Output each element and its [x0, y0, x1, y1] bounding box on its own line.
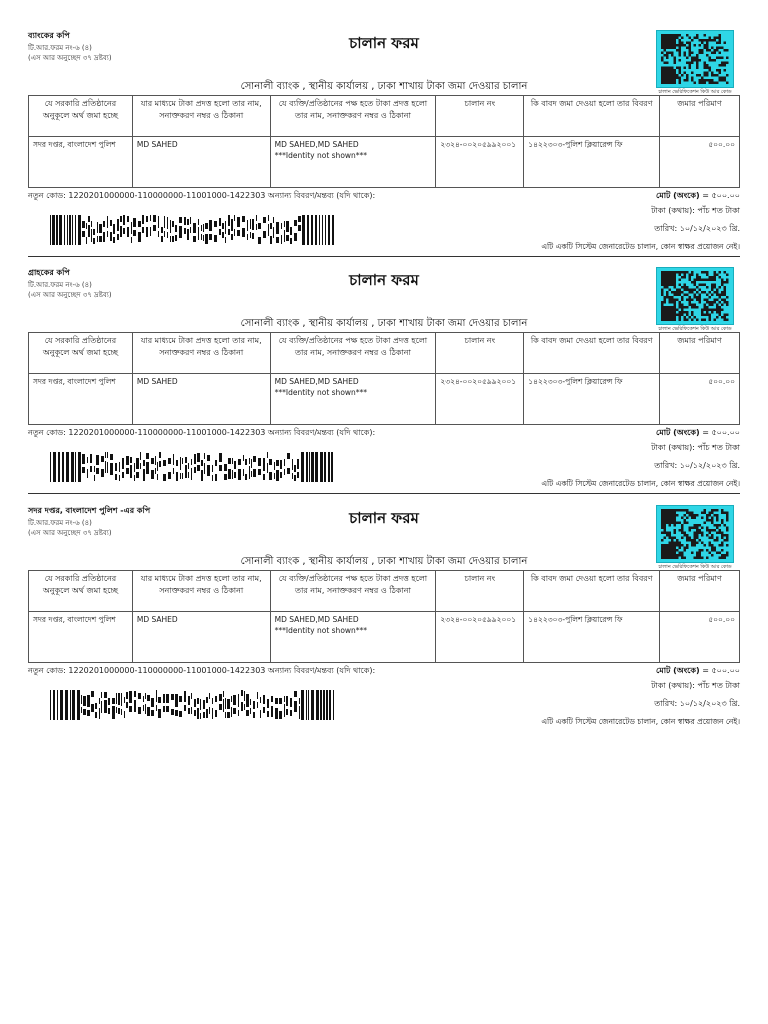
form-number: টি.আর.ফরম নং-৬ (৪) [28, 519, 92, 527]
qr-caption: চালান ভেরিফিকেশন কিউ আর কোড [658, 326, 732, 332]
barcode-icon [50, 215, 334, 249]
challan-copy-police-hq [0, 505, 768, 745]
total-in-words: টাকা (কথায়): পাঁচ শত টাকা [651, 681, 740, 690]
challan-table [28, 570, 740, 663]
copy-label: ব্যাংকের কপি [28, 31, 70, 40]
date: তারিখ: ১০/১২/২০২৩ খ্রি. [654, 461, 740, 470]
bank-line: সোনালী ব্যাংক , স্থানীয় কার্যালয় , ঢাকা শাখায় টাকা জমা দেওয়ার চালান [240, 556, 528, 567]
table-row [29, 374, 740, 425]
total-in-words: টাকা (কথায়): পাঁচ শত টাকা [651, 206, 740, 215]
cell-purpose: ১৪২২৩০৩-পুলিশ ক্লিয়ারেন্স ফি [524, 612, 660, 663]
form-number: টি.আর.ফরম নং-৬ (৪) [28, 281, 92, 289]
cell-institution: সদর দপ্তর, বাংলাদেশ পুলিশ [29, 137, 133, 188]
header-challan-no: চালান নং [436, 571, 524, 612]
header-purpose: কি বাবদ জমা দেওয়া হলো তার বিবরণ [524, 96, 660, 137]
identity-note: ***Identity not shown*** [274, 388, 368, 397]
header-payer: যার মাধ্যমে টাকা প্রদত্ত হলো তার নাম, সনাক্তকরণ নম্বর ও ঠিকানা [132, 571, 270, 612]
total-label: মোট (অংকে) [656, 428, 700, 437]
table-row [29, 137, 740, 188]
cell-purpose: ১৪২২৩০৩-পুলিশ ক্লিয়ারেন্স ফি [524, 374, 660, 425]
table-row [29, 612, 740, 663]
cell-payer: MD SAHED [132, 374, 270, 425]
header-on-behalf: যে ব্যক্তি/প্রতিষ্ঠানের পক্ষ হতে টাকা প্রদত্ত হলো তার নাম, সনাক্তকরণ নম্বর ও ঠিকানা [270, 96, 436, 137]
on-behalf-name: MD SAHED,MD SAHED [274, 377, 359, 386]
cell-payer: MD SAHED [132, 612, 270, 663]
header-purpose: কি বাবদ জমা দেওয়া হলো তার বিবরণ [524, 571, 660, 612]
divider [28, 493, 740, 494]
header-institution: যে সরকারি প্রতিষ্ঠানের অনুকূলে অর্থ জমা হচ্ছে [29, 571, 133, 612]
challan-table [28, 332, 740, 425]
header-amount: জমার পরিমাণ [660, 571, 740, 612]
cell-challan-no: ২৩২৪-০০২০৫৯৯২০০১ [436, 137, 524, 188]
bank-line: সোনালী ব্যাংক , স্থানীয় কার্যালয় , ঢাকা শাখায় টাকা জমা দেওয়ার চালান [240, 318, 528, 329]
form-title: চালান ফরম [349, 34, 419, 52]
header-institution: যে সরকারি প্রতিষ্ঠানের অনুকূলে অর্থ জমা হচ্ছে [29, 333, 133, 374]
header-on-behalf: যে ব্যক্তি/প্রতিষ্ঠানের পক্ষ হতে টাকা প্রদত্ত হলো তার নাম, সনাক্তকরণ নম্বর ও ঠিকানা [270, 333, 436, 374]
form-number: টি.আর.ফরম নং-৬ (৪) [28, 44, 92, 52]
header-challan-no: চালান নং [436, 333, 524, 374]
total-in-figures [656, 427, 740, 440]
total-in-words: টাকা (কথায়): পাঁচ শত টাকা [651, 443, 740, 452]
on-behalf-name: MD SAHED,MD SAHED [274, 615, 359, 624]
code-line: নতুন কোড: 1220201000000-110000000-11001000-1422303 অন্যান্য বিবরণ/মন্তব্য (যদি থাকে): [28, 191, 376, 200]
system-note: এটি একটি সিস্টেম জেনারেটেড চালান, কোন স্বাক্ষর প্রয়োজন নেই। [541, 242, 740, 251]
cell-on-behalf [270, 374, 436, 425]
header-amount: জমার পরিমাণ [660, 96, 740, 137]
cell-institution: সদর দপ্তর, বাংলাদেশ পুলিশ [29, 612, 133, 663]
date: তারিখ: ১০/১২/২০২৩ খ্রি. [654, 699, 740, 708]
total-label: মোট (অংকে) [656, 666, 700, 675]
identity-note: ***Identity not shown*** [274, 151, 368, 160]
header-amount: জমার পরিমাণ [660, 333, 740, 374]
cell-on-behalf [270, 612, 436, 663]
cell-amount: ৫০০.০০ [660, 374, 740, 425]
bank-line: সোনালী ব্যাংক , স্থানীয় কার্যালয় , ঢাকা শাখায় টাকা জমা দেওয়ার চালান [240, 81, 528, 92]
form-note: (এস আর অনুচ্ছেদ ৩৭ দ্রষ্টব্য) [28, 529, 112, 537]
code-line: নতুন কোড: 1220201000000-110000000-11001000-1422303 অন্যান্য বিবরণ/মন্তব্য (যদি থাকে): [28, 428, 376, 437]
cell-institution: সদর দপ্তর, বাংলাদেশ পুলিশ [29, 374, 133, 425]
system-note: এটি একটি সিস্টেম জেনারেটেড চালান, কোন স্বাক্ষর প্রয়োজন নেই। [541, 479, 740, 488]
cell-on-behalf [270, 137, 436, 188]
challan-table [28, 95, 740, 188]
form-title: চালান ফরম [349, 271, 419, 289]
form-title: চালান ফরম [349, 509, 419, 527]
cell-challan-no: ২৩২৪-০০২০৫৯৯২০০১ [436, 612, 524, 663]
cell-amount: ৫০০.০০ [660, 137, 740, 188]
header-institution: যে সরকারি প্রতিষ্ঠানের অনুকূলে অর্থ জমা হচ্ছে [29, 96, 133, 137]
qr-caption: চালান ভেরিফিকেশন কিউ আর কোড [658, 89, 732, 95]
challan-copy-customer [0, 267, 768, 507]
total-in-figures [656, 665, 740, 678]
form-note: (এস আর অনুচ্ছেদ ৩৭ দ্রষ্টব্য) [28, 54, 112, 62]
cell-purpose: ১৪২২৩০৩-পুলিশ ক্লিয়ারেন্স ফি [524, 137, 660, 188]
identity-note: ***Identity not shown*** [274, 626, 368, 635]
header-challan-no: চালান নং [436, 96, 524, 137]
total-label: মোট (অংকে) [656, 191, 700, 200]
copy-label: সদর দপ্তর, বাংলাদেশ পুলিশ -এর কপি [28, 506, 151, 515]
cell-payer: MD SAHED [132, 137, 270, 188]
total-value: = ৫০০.০০ [702, 666, 740, 675]
challan-copy-bank [0, 30, 768, 270]
divider [28, 256, 740, 257]
date: তারিখ: ১০/১২/২০২৩ খ্রি. [654, 224, 740, 233]
cell-amount: ৫০০.০০ [660, 612, 740, 663]
copy-label: গ্রাহকের কপি [28, 268, 70, 277]
qr-caption: চালান ভেরিফিকেশন কিউ আর কোড [658, 564, 732, 570]
barcode-icon [50, 452, 334, 486]
form-note: (এস আর অনুচ্ছেদ ৩৭ দ্রষ্টব্য) [28, 291, 112, 299]
header-on-behalf: যে ব্যক্তি/প্রতিষ্ঠানের পক্ষ হতে টাকা প্রদত্ত হলো তার নাম, সনাক্তকরণ নম্বর ও ঠিকানা [270, 571, 436, 612]
header-payer: যার মাধ্যমে টাকা প্রদত্ত হলো তার নাম, সনাক্তকরণ নম্বর ও ঠিকানা [132, 333, 270, 374]
code-line: নতুন কোড: 1220201000000-110000000-11001000-1422303 অন্যান্য বিবরণ/মন্তব্য (যদি থাকে): [28, 666, 376, 675]
on-behalf-name: MD SAHED,MD SAHED [274, 140, 359, 149]
barcode-icon [50, 690, 334, 724]
total-value: = ৫০০.০০ [702, 191, 740, 200]
header-purpose: কি বাবদ জমা দেওয়া হলো তার বিবরণ [524, 333, 660, 374]
header-payer: যার মাধ্যমে টাকা প্রদত্ত হলো তার নাম, সনাক্তকরণ নম্বর ও ঠিকানা [132, 96, 270, 137]
cell-challan-no: ২৩২৪-০০২০৫৯৯২০০১ [436, 374, 524, 425]
total-value: = ৫০০.০০ [702, 428, 740, 437]
total-in-figures [656, 190, 740, 203]
system-note: এটি একটি সিস্টেম জেনারেটেড চালান, কোন স্বাক্ষর প্রয়োজন নেই। [541, 717, 740, 726]
